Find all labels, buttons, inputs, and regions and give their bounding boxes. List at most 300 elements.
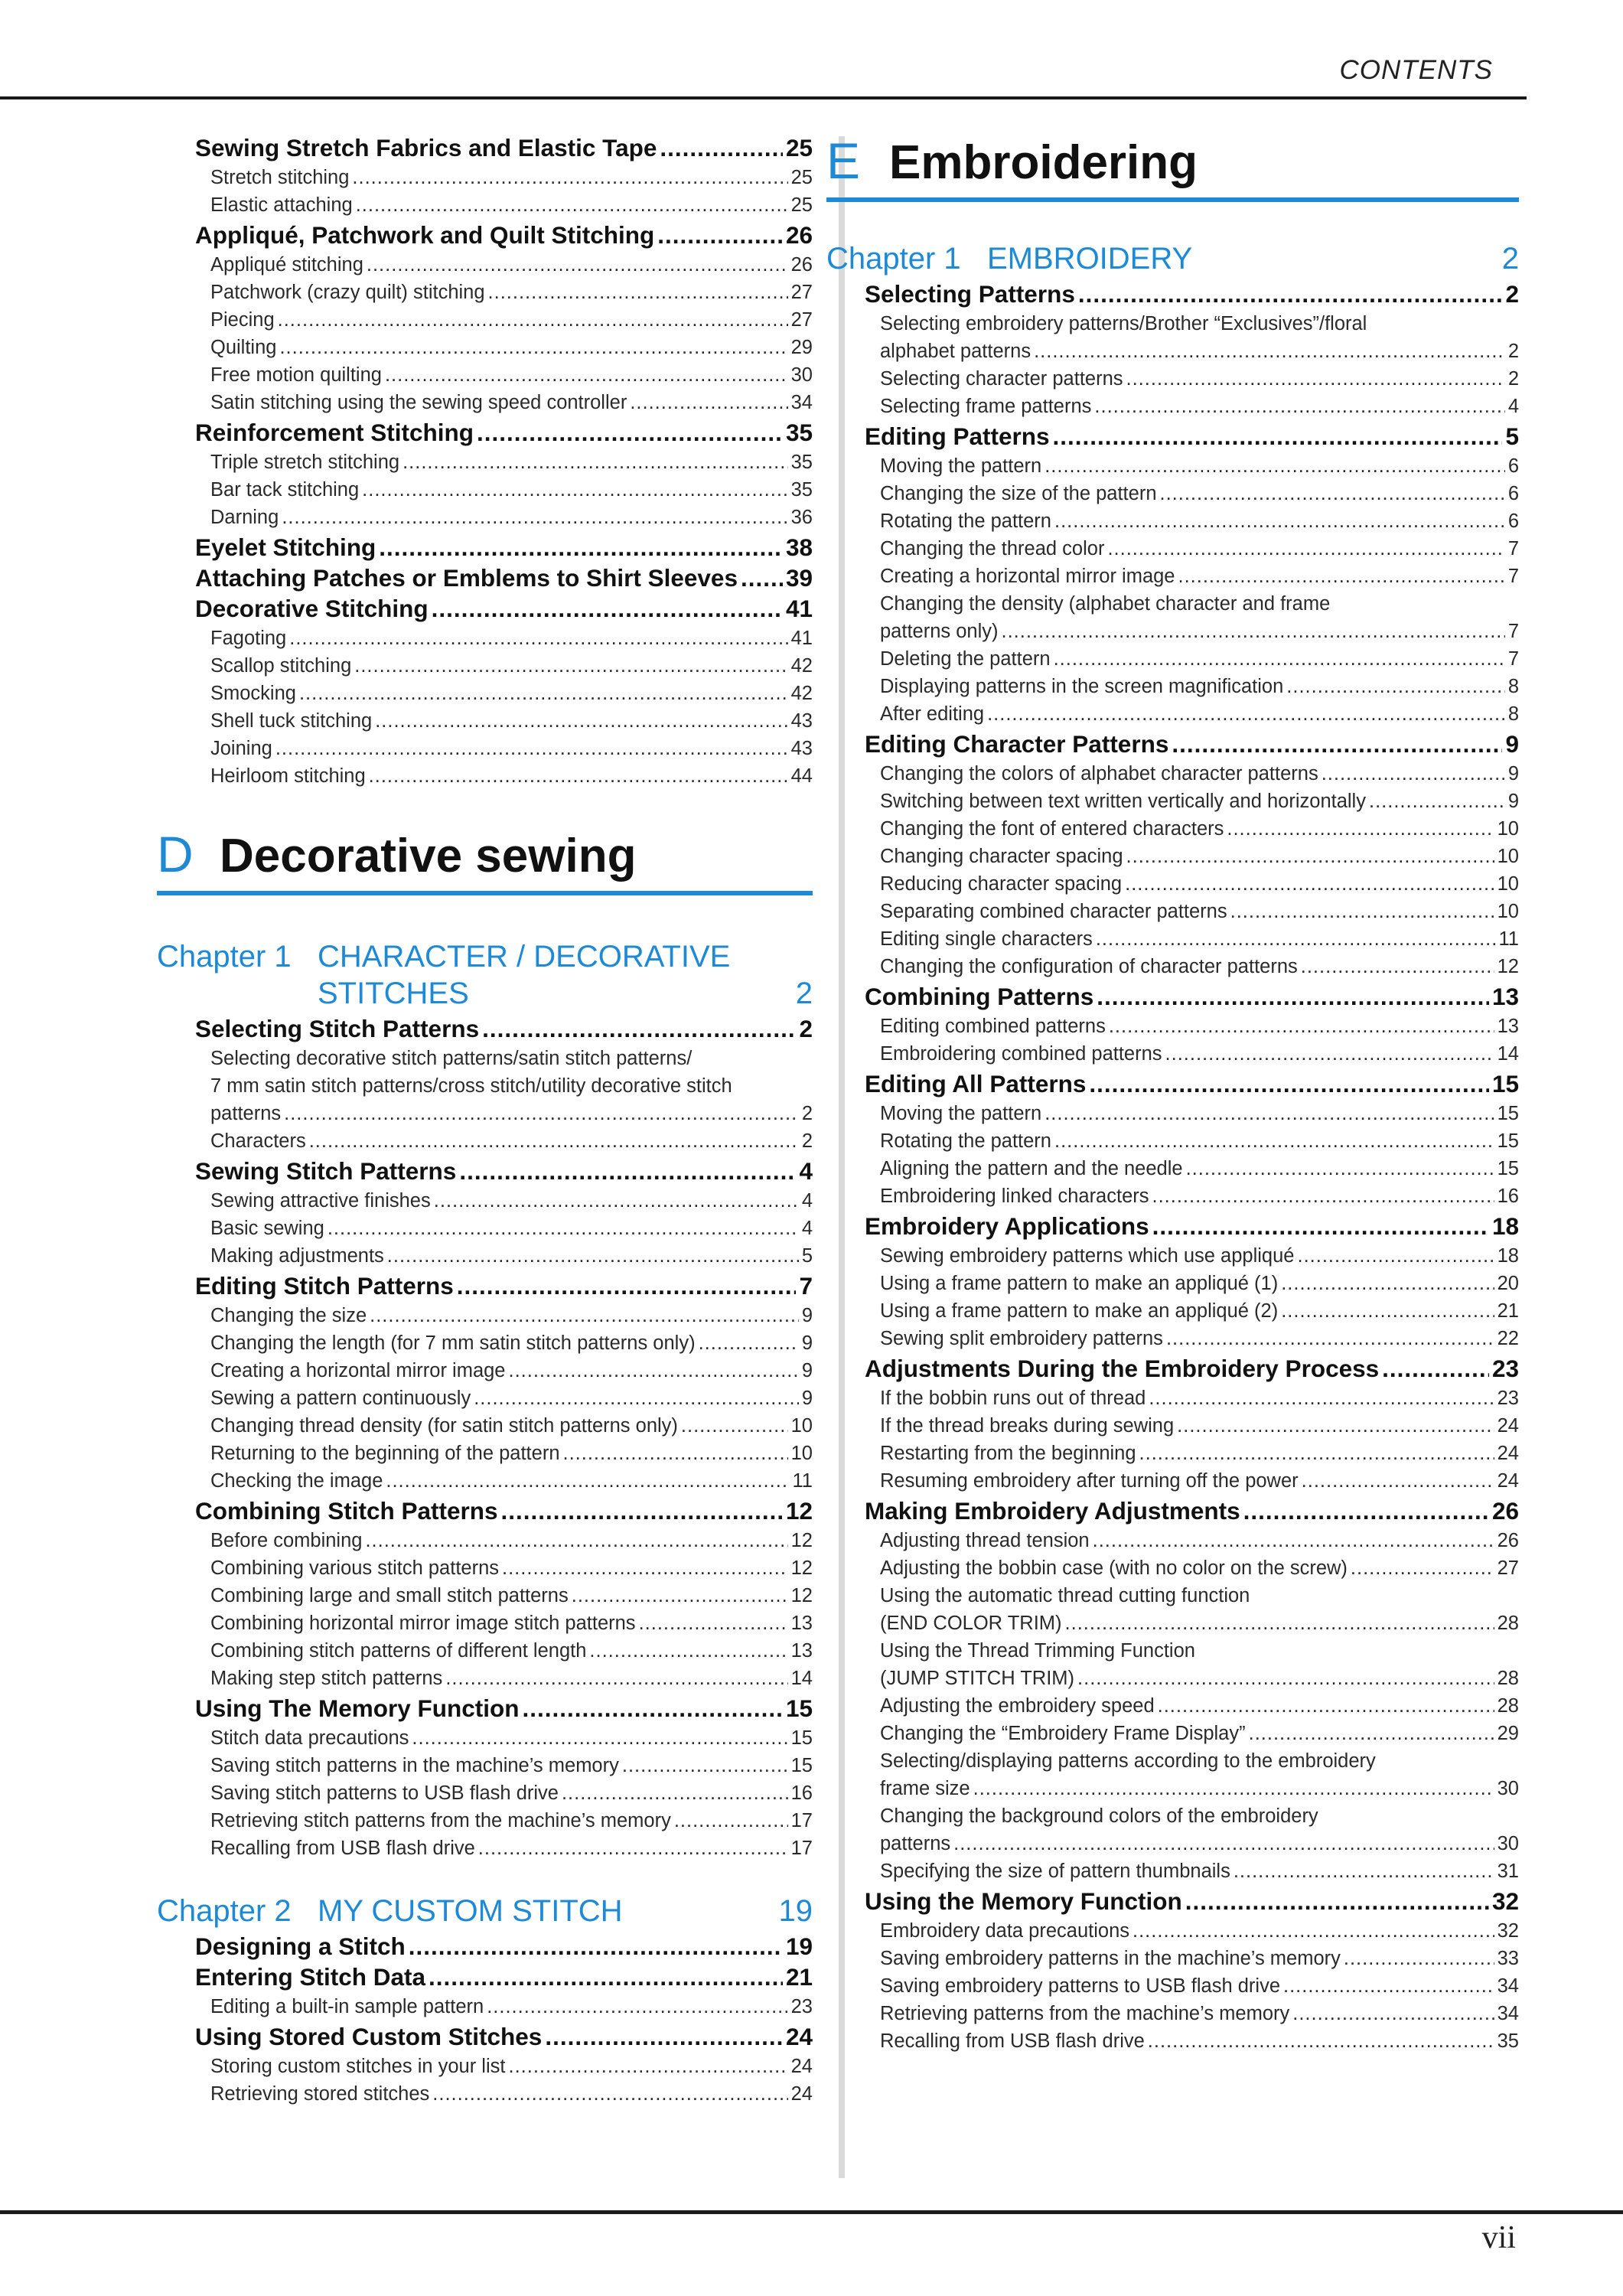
leader-dots bbox=[354, 652, 787, 680]
toc-entry[interactable] bbox=[195, 762, 813, 790]
toc-section[interactable] bbox=[865, 730, 1519, 758]
toc-entry[interactable] bbox=[865, 760, 1519, 788]
toc-entry-page: 29 bbox=[790, 337, 813, 358]
leader-dots bbox=[1045, 1100, 1494, 1127]
toc-entry[interactable] bbox=[195, 680, 813, 707]
toc-entry-page: 15 bbox=[1497, 1158, 1519, 1179]
toc-entry[interactable] bbox=[865, 1242, 1519, 1270]
toc-section-title: Making Embroidery Adjustments bbox=[865, 1497, 1240, 1525]
toc-entry-title: patterns only) bbox=[880, 621, 999, 642]
toc-entry-title: Changing character spacing bbox=[880, 846, 1123, 867]
leader-dots bbox=[352, 164, 787, 191]
toc-entry-page: 9 bbox=[801, 1332, 813, 1354]
toc-entry-page: 10 bbox=[1497, 873, 1519, 895]
toc-entry-page: 7 bbox=[1507, 538, 1519, 559]
toc-entry-text[interactable]: Changing the background colors of the embroidery bbox=[880, 1805, 1318, 1827]
toc-entry[interactable] bbox=[865, 1945, 1519, 1972]
toc-entry-page: 23 bbox=[1497, 1388, 1519, 1409]
toc-section-page: 2 bbox=[799, 1015, 813, 1042]
toc-entry-text[interactable]: Using the automatic thread cutting function bbox=[880, 1585, 1250, 1606]
toc-entry-text[interactable]: Selecting/displaying patterns according to the embroidery bbox=[880, 1750, 1376, 1772]
leader-dots bbox=[1149, 1384, 1494, 1412]
toc-section[interactable] bbox=[195, 221, 813, 249]
toc-entry-page: 12 bbox=[790, 1557, 813, 1579]
header-rule bbox=[0, 96, 1527, 99]
toc-entry-title: (END COLOR TRIM) bbox=[880, 1613, 1062, 1634]
toc-section[interactable] bbox=[865, 983, 1519, 1011]
leader-dots bbox=[508, 2053, 787, 2080]
toc-entry-page: 7 bbox=[1507, 621, 1519, 642]
sec1-items bbox=[865, 365, 1519, 420]
toc-entry[interactable] bbox=[195, 707, 813, 735]
toc-entry[interactable] bbox=[865, 1297, 1519, 1325]
leader-dots bbox=[370, 1302, 799, 1329]
toc-entry-title: Saving embroidery patterns in the machine’s memory bbox=[880, 1948, 1341, 1969]
toc-entry-title: Triple stretch stitching bbox=[210, 452, 400, 473]
chapter-title bbox=[987, 240, 1519, 277]
chapter-title bbox=[318, 1893, 813, 1929]
toc-entry-page: 24 bbox=[1497, 1443, 1519, 1464]
toc-entry-title: Shell tuck stitching bbox=[210, 710, 373, 732]
leader-dots bbox=[987, 700, 1505, 728]
toc-entry-page: 6 bbox=[1507, 483, 1519, 504]
toc-entry[interactable] bbox=[865, 815, 1519, 843]
toc-section-title: Editing Stitch Patterns bbox=[195, 1272, 454, 1300]
chapter-title-line2-row bbox=[318, 975, 813, 1012]
toc-section-title: Combining Patterns bbox=[865, 983, 1094, 1010]
toc-entry-title: Specifying the size of pattern thumbnails bbox=[880, 1861, 1230, 1882]
toc-section[interactable] bbox=[195, 1157, 813, 1186]
leader-dots bbox=[1227, 815, 1494, 843]
toc-entry-title: Moving the pattern bbox=[880, 1103, 1042, 1124]
toc-entry[interactable] bbox=[195, 1127, 813, 1155]
toc-entry-title: Changing the “Embroidery Frame Display” bbox=[880, 1723, 1246, 1744]
toc-entry-page: 21 bbox=[1497, 1300, 1519, 1322]
toc-entry-page: 28 bbox=[1497, 1695, 1519, 1717]
toc-entry-page: 27 bbox=[1497, 1557, 1519, 1579]
leader-dots bbox=[477, 419, 783, 447]
toc-entry-title: Using a frame pattern to make an appliqué (2) bbox=[880, 1300, 1279, 1322]
toc-entry[interactable] bbox=[195, 1100, 813, 1127]
toc-entry-title: Sewing a pattern continuously bbox=[210, 1388, 471, 1409]
toc-entry-title: Adjusting the bobbin case (with no color on the screw) bbox=[880, 1557, 1348, 1579]
toc-entry[interactable] bbox=[865, 1527, 1519, 1554]
toc-entry[interactable] bbox=[865, 1554, 1519, 1582]
toc-section-title: Selecting Patterns bbox=[865, 280, 1075, 308]
toc-entry-page: 13 bbox=[790, 1613, 813, 1634]
toc-entry-title: Retrieving stored stitches bbox=[210, 2083, 430, 2105]
toc-entry[interactable] bbox=[865, 1270, 1519, 1297]
toc-entry-title: Adjusting the embroidery speed bbox=[880, 1695, 1155, 1717]
toc-entry-page: 20 bbox=[1497, 1273, 1519, 1294]
toc-entry-title: Satin stitching using the sewing speed controller bbox=[210, 392, 627, 413]
toc-entry[interactable] bbox=[865, 1917, 1519, 1945]
toc-entry[interactable] bbox=[195, 279, 813, 306]
toc-entry[interactable] bbox=[865, 1692, 1519, 1720]
toc-entry[interactable] bbox=[865, 1830, 1519, 1857]
toc-entry-page: 24 bbox=[1497, 1470, 1519, 1492]
toc-entry-page: 18 bbox=[1497, 1245, 1519, 1267]
toc-entry[interactable] bbox=[195, 652, 813, 680]
toc-entry[interactable] bbox=[865, 1100, 1519, 1127]
toc-section-page: 13 bbox=[1491, 983, 1519, 1010]
toc-entry-title: Recalling from USB flash drive bbox=[210, 1838, 475, 1859]
toc-entry[interactable] bbox=[865, 1412, 1519, 1440]
leader-dots bbox=[487, 1993, 787, 2020]
toc-section[interactable] bbox=[195, 134, 813, 162]
toc-entry-title: Bar tack stitching bbox=[210, 479, 360, 501]
toc-entry-title: Changing the colors of alphabet character patterns bbox=[880, 763, 1318, 784]
chapter-heading[interactable] bbox=[826, 240, 1519, 277]
toc-entry[interactable] bbox=[865, 1155, 1519, 1182]
toc-entry[interactable] bbox=[195, 2053, 813, 2080]
toc-section[interactable] bbox=[195, 1932, 813, 1961]
toc-entry-title: Restarting from the beginning bbox=[880, 1443, 1136, 1464]
toc-section-page: 2 bbox=[1505, 280, 1519, 308]
toc-entry[interactable] bbox=[195, 1242, 813, 1270]
toc-entry-title: Elastic attaching bbox=[210, 194, 353, 216]
toc-entry[interactable] bbox=[195, 1440, 813, 1467]
toc-entry[interactable] bbox=[195, 306, 813, 334]
toc-entry[interactable] bbox=[865, 1665, 1519, 1692]
toc-entry[interactable] bbox=[865, 1384, 1519, 1412]
toc-entry-text[interactable]: Using the Thread Trimming Function bbox=[880, 1640, 1195, 1662]
toc-section-title: Using Stored Custom Stitches bbox=[195, 2023, 543, 2050]
toc-entry-title: Piecing bbox=[210, 309, 275, 331]
toc-entry-title: Characters bbox=[210, 1130, 306, 1152]
toc-entry[interactable] bbox=[195, 1807, 813, 1835]
toc-entry-page: 13 bbox=[790, 1640, 813, 1662]
leader-dots bbox=[429, 1963, 783, 1991]
toc-entry[interactable] bbox=[865, 925, 1519, 953]
toc-entry-page: 26 bbox=[1497, 1530, 1519, 1551]
leader-dots bbox=[1054, 507, 1505, 535]
toc-section[interactable] bbox=[865, 1070, 1519, 1098]
toc-entry[interactable] bbox=[195, 1384, 813, 1412]
toc-entry-page: 16 bbox=[1497, 1186, 1519, 1207]
toc-entry-title: Retrieving patterns from the machine’s memory bbox=[880, 2003, 1290, 2024]
toc-entry[interactable] bbox=[865, 1325, 1519, 1352]
leader-dots bbox=[1152, 1182, 1494, 1210]
leader-dots bbox=[1172, 730, 1502, 758]
toc-entry[interactable] bbox=[195, 1835, 813, 1862]
toc-entry-title: Heirloom stitching bbox=[210, 765, 366, 787]
toc-entry[interactable] bbox=[865, 645, 1519, 673]
toc-entry[interactable] bbox=[195, 334, 813, 361]
toc-entry[interactable] bbox=[865, 870, 1519, 898]
toc-section[interactable] bbox=[195, 564, 813, 592]
toc-entry-title: If the bobbin runs out of thread bbox=[880, 1388, 1146, 1409]
toc-entry-page: 12 bbox=[790, 1530, 813, 1551]
toc-entry-title: Darning bbox=[210, 507, 279, 528]
toc-entry[interactable] bbox=[865, 452, 1519, 480]
toc-entry[interactable] bbox=[865, 535, 1519, 563]
leader-dots bbox=[1148, 2027, 1494, 2055]
toc-section-title: Sewing Stitch Patterns bbox=[195, 1157, 457, 1185]
leader-dots bbox=[386, 1467, 789, 1495]
toc-section-title: Editing Character Patterns bbox=[865, 730, 1169, 758]
toc-entry-title: Editing single characters bbox=[880, 928, 1093, 950]
toc-entry[interactable] bbox=[195, 1554, 813, 1582]
leader-dots bbox=[509, 1357, 799, 1384]
toc-section[interactable] bbox=[195, 595, 813, 623]
toc-section-page: 21 bbox=[785, 1963, 813, 1991]
chapter-title-text: MY CUSTOM STITCH bbox=[318, 1894, 623, 1928]
toc-entry-page: 22 bbox=[1497, 1328, 1519, 1349]
leader-dots bbox=[657, 221, 783, 249]
toc-section-page: 26 bbox=[785, 221, 813, 249]
toc-section-title: Embroidery Applications bbox=[865, 1212, 1149, 1240]
toc-section[interactable] bbox=[195, 1694, 813, 1723]
toc-section[interactable] bbox=[865, 280, 1519, 308]
right-column bbox=[826, 132, 1519, 2055]
toc-entry-text[interactable]: 7 mm satin stitch patterns/cross stitch/utility decorative stitch bbox=[210, 1075, 732, 1097]
toc-entry[interactable] bbox=[865, 673, 1519, 700]
leader-dots bbox=[457, 1272, 797, 1300]
leader-dots bbox=[973, 1775, 1494, 1802]
toc-entry-title: Sewing split embroidery patterns bbox=[880, 1328, 1163, 1349]
toc-entry-text[interactable]: Selecting embroidery patterns/Brother “Exclusives”/floral bbox=[880, 313, 1367, 334]
toc-entry[interactable] bbox=[865, 338, 1519, 365]
toc-entry[interactable] bbox=[195, 251, 813, 279]
leader-dots bbox=[1281, 1297, 1494, 1325]
leader-dots bbox=[369, 762, 788, 790]
leader-dots bbox=[545, 2023, 783, 2051]
leader-dots bbox=[1152, 1212, 1489, 1241]
leader-dots bbox=[1297, 1242, 1494, 1270]
toc-entry[interactable] bbox=[865, 1857, 1519, 1885]
toc-entry-title: Returning to the beginning of the pattern bbox=[210, 1443, 560, 1464]
toc-entry[interactable] bbox=[865, 563, 1519, 590]
leader-dots bbox=[523, 1694, 783, 1723]
toc-entry-title: Adjusting thread tension bbox=[880, 1530, 1090, 1551]
toc-entry[interactable] bbox=[195, 504, 813, 531]
toc-section[interactable] bbox=[195, 533, 813, 562]
toc-entry-page: 30 bbox=[1497, 1778, 1519, 1799]
leader-dots bbox=[1322, 760, 1505, 788]
toc-entry[interactable] bbox=[865, 2000, 1519, 2027]
leader-dots bbox=[482, 1015, 796, 1043]
leader-dots bbox=[432, 2080, 787, 2108]
leader-dots bbox=[674, 1807, 788, 1835]
toc-entry-page: 10 bbox=[1497, 901, 1519, 922]
leader-dots bbox=[379, 533, 783, 562]
toc-section[interactable] bbox=[865, 1887, 1519, 1916]
toc-entry-title: Changing thread density (for satin stitch patterns only) bbox=[210, 1415, 678, 1437]
toc-entry[interactable] bbox=[865, 365, 1519, 393]
page-header-title: CONTENTS bbox=[1339, 55, 1493, 85]
toc-entry-page: 4 bbox=[801, 1218, 813, 1239]
toc-entry[interactable] bbox=[195, 735, 813, 762]
leader-dots bbox=[1109, 1013, 1494, 1040]
toc-entry[interactable] bbox=[195, 1779, 813, 1807]
toc-entry-page: 24 bbox=[790, 2056, 813, 2077]
toc-section[interactable] bbox=[195, 1272, 813, 1300]
toc-entry[interactable] bbox=[195, 389, 813, 416]
toc-section[interactable] bbox=[865, 1497, 1519, 1525]
toc-section[interactable] bbox=[195, 1497, 813, 1525]
toc-entry-title: patterns bbox=[210, 1103, 282, 1124]
toc-entry[interactable] bbox=[865, 2027, 1519, 2055]
leader-dots bbox=[1158, 1692, 1494, 1720]
toc-entry[interactable] bbox=[865, 480, 1519, 507]
toc-entry[interactable] bbox=[195, 1329, 813, 1357]
toc-entry-page: 43 bbox=[790, 738, 813, 759]
toc-entry[interactable] bbox=[195, 1582, 813, 1609]
leader-dots bbox=[1369, 788, 1505, 815]
leader-dots bbox=[1107, 535, 1504, 563]
toc-entry-text[interactable]: Selecting decorative stitch patterns/satin stitch patterns/ bbox=[210, 1048, 693, 1069]
toc-entry[interactable] bbox=[865, 618, 1519, 645]
toc-entry-page: 34 bbox=[1497, 2003, 1519, 2024]
toc-section-page: 18 bbox=[1491, 1212, 1519, 1240]
toc-entry-title: Using a frame pattern to make an appliqué (1) bbox=[880, 1273, 1279, 1294]
chapter-heading[interactable] bbox=[157, 938, 813, 1012]
leader-dots bbox=[741, 564, 783, 592]
toc-entry-page: 31 bbox=[1497, 1861, 1519, 1882]
toc-entry-page: 23 bbox=[790, 1996, 813, 2017]
toc-entry[interactable] bbox=[865, 898, 1519, 925]
chapter-page: 2 bbox=[1501, 242, 1519, 276]
toc-entry[interactable] bbox=[865, 1972, 1519, 2000]
toc-entry[interactable] bbox=[195, 1357, 813, 1384]
toc-entry[interactable] bbox=[195, 1752, 813, 1779]
toc-section-title: Combining Stitch Patterns bbox=[195, 1497, 498, 1525]
toc-section[interactable] bbox=[195, 1015, 813, 1043]
toc-entry-page: 12 bbox=[790, 1585, 813, 1606]
toc-entry[interactable] bbox=[865, 393, 1519, 420]
toc-entry-page: 17 bbox=[790, 1838, 813, 1859]
toc-entry-page: 15 bbox=[1497, 1130, 1519, 1152]
toc-entry-page: 14 bbox=[790, 1668, 813, 1689]
leader-dots bbox=[1097, 983, 1489, 1011]
leader-dots bbox=[1165, 1040, 1494, 1068]
leader-dots bbox=[309, 1127, 799, 1155]
toc-entry-title: Saving stitch patterns in the machine’s memory bbox=[210, 1755, 619, 1776]
toc-section-title: Using the Memory Function bbox=[865, 1887, 1182, 1915]
part-title: Embroidering bbox=[889, 136, 1198, 189]
toc-entry[interactable] bbox=[865, 843, 1519, 870]
leader-dots bbox=[488, 279, 788, 306]
toc-section[interactable] bbox=[195, 419, 813, 447]
toc-entry-title: Embroidery data precautions bbox=[880, 1920, 1130, 1942]
toc-entry-page: 25 bbox=[790, 194, 813, 216]
leader-dots bbox=[1078, 280, 1503, 308]
toc-section[interactable] bbox=[865, 422, 1519, 451]
toc-entry[interactable] bbox=[195, 1609, 813, 1637]
toc-entry[interactable] bbox=[195, 2080, 813, 2108]
leader-dots bbox=[572, 1582, 788, 1609]
chapter-heading[interactable] bbox=[157, 1893, 813, 1929]
toc-entry-title: Deleting the pattern bbox=[880, 648, 1051, 670]
toc-entry[interactable] bbox=[195, 1187, 813, 1215]
leader-dots bbox=[502, 1554, 788, 1582]
leader-dots bbox=[1139, 1440, 1494, 1467]
toc-entry-page: 32 bbox=[1497, 1920, 1519, 1942]
leader-dots bbox=[1054, 645, 1505, 673]
toc-entry[interactable] bbox=[865, 1040, 1519, 1068]
toc-entry[interactable] bbox=[195, 1993, 813, 2020]
toc-entry[interactable] bbox=[195, 1724, 813, 1752]
leader-dots bbox=[1093, 1527, 1494, 1554]
toc-section-title: Selecting Stitch Patterns bbox=[195, 1015, 480, 1042]
toc-entry[interactable] bbox=[195, 625, 813, 652]
toc-entry-title: Storing custom stitches in your list bbox=[210, 2056, 506, 2077]
toc-entry[interactable] bbox=[195, 361, 813, 389]
toc-entry-page: 30 bbox=[790, 364, 813, 386]
toc-entry[interactable] bbox=[865, 1467, 1519, 1495]
leader-dots bbox=[282, 504, 787, 531]
toc-entry-title: Selecting frame patterns bbox=[880, 396, 1092, 417]
toc-entry[interactable] bbox=[195, 1467, 813, 1495]
leader-dots bbox=[1126, 843, 1494, 870]
toc-section-title: Using The Memory Function bbox=[195, 1694, 520, 1722]
toc-entry[interactable] bbox=[195, 1527, 813, 1554]
toc-entry[interactable] bbox=[195, 191, 813, 219]
toc-entry-page: 7 bbox=[1507, 566, 1519, 587]
toc-section-page: 25 bbox=[785, 134, 813, 161]
toc-entry[interactable] bbox=[865, 1775, 1519, 1802]
toc-entry[interactable] bbox=[865, 1127, 1519, 1155]
toc-entry[interactable] bbox=[865, 1609, 1519, 1637]
leader-dots bbox=[432, 595, 783, 623]
toc-entry[interactable] bbox=[195, 1412, 813, 1440]
leader-dots bbox=[1185, 1887, 1489, 1916]
toc-section[interactable] bbox=[865, 1212, 1519, 1241]
toc-section-title: Designing a Stitch bbox=[195, 1932, 406, 1960]
toc-section[interactable] bbox=[195, 2023, 813, 2051]
toc-entry[interactable] bbox=[195, 1665, 813, 1692]
toc-entry-title: Aligning the pattern and the needle bbox=[880, 1158, 1183, 1179]
toc-section-title: Decorative Stitching bbox=[195, 595, 429, 622]
toc-entry[interactable] bbox=[865, 507, 1519, 535]
toc-entry[interactable] bbox=[195, 164, 813, 191]
toc-entry-text[interactable]: Changing the density (alphabet character and frame bbox=[880, 593, 1331, 615]
toc-entry-title: Retrieving stitch patterns from the machine’s memory bbox=[210, 1810, 671, 1831]
toc-entry-title: patterns bbox=[880, 1833, 951, 1854]
toc-section[interactable] bbox=[195, 1963, 813, 1991]
chapter1-sections bbox=[195, 1157, 813, 1862]
toc-section-page: 35 bbox=[785, 419, 813, 446]
leader-dots bbox=[284, 1100, 799, 1127]
toc-section[interactable] bbox=[865, 1355, 1519, 1383]
toc-entry-title: Changing the size of the pattern bbox=[880, 483, 1157, 504]
toc-entry[interactable] bbox=[865, 788, 1519, 815]
leader-dots bbox=[367, 251, 788, 279]
leader-dots bbox=[1094, 393, 1504, 420]
toc-entry[interactable] bbox=[865, 1720, 1519, 1747]
toc-entry[interactable] bbox=[865, 953, 1519, 980]
toc-entry[interactable] bbox=[195, 1215, 813, 1242]
toc-entry[interactable] bbox=[865, 700, 1519, 728]
leader-dots bbox=[1186, 1155, 1494, 1182]
leader-dots bbox=[1230, 898, 1494, 925]
toc-entry-page: 34 bbox=[1497, 1975, 1519, 1997]
toc-entry-title: Recalling from USB flash drive bbox=[880, 2030, 1145, 2052]
toc-entry[interactable] bbox=[195, 476, 813, 504]
toc-entry[interactable] bbox=[195, 1302, 813, 1329]
toc-entry[interactable] bbox=[865, 1440, 1519, 1467]
toc-entry[interactable] bbox=[865, 1013, 1519, 1040]
leader-dots bbox=[660, 134, 783, 162]
toc-entry[interactable] bbox=[195, 448, 813, 476]
toc-entry-page: 16 bbox=[790, 1782, 813, 1804]
toc-entry-page: 17 bbox=[790, 1810, 813, 1831]
toc-entry[interactable] bbox=[195, 1637, 813, 1665]
leader-dots bbox=[1053, 422, 1503, 451]
toc-entry-page: 4 bbox=[1507, 396, 1519, 417]
toc-entry[interactable] bbox=[865, 1182, 1519, 1210]
